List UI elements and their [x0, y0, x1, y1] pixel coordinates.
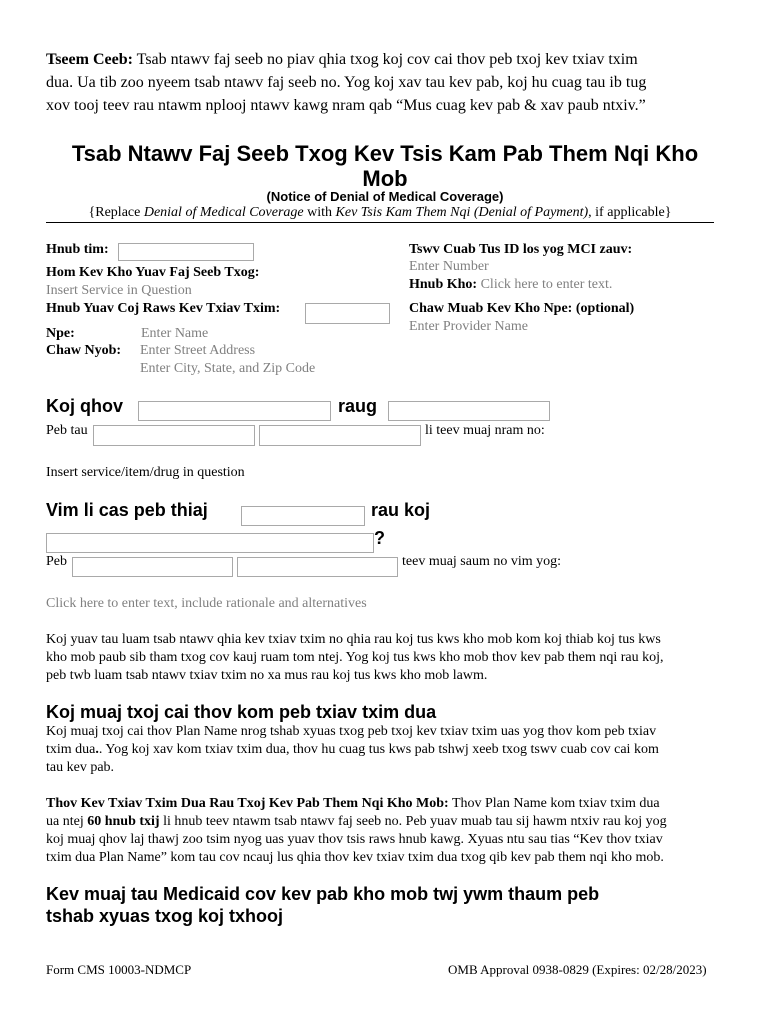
section2-paragraph [46, 631, 746, 685]
replace-a: {Replace [88, 205, 144, 220]
section1-insert: Insert service/item/drug in question [46, 465, 245, 480]
provider-label: Hom Kev Kho Yuav Faj Seeb Txog: [46, 265, 260, 280]
section1-field-3[interactable] [93, 425, 255, 446]
section3-p1-l3: tau kev pab. [46, 760, 115, 775]
section3-p2-l2a: ua ntej [46, 814, 88, 829]
section3-paragraph-2 [46, 795, 746, 867]
section2-para-l1: Koj yuav tau luam tsab ntawv qhia kev txiav txim no qhia rau koj tus kws kho mob kom koj thiab koj tus kws [46, 632, 661, 647]
section3-heading: Koj muaj txoj cai thov kom peb txiav txim dua [46, 702, 437, 722]
section1-line-a: Peb tau [46, 423, 88, 438]
service-date-label: Hnub Kho: [409, 277, 478, 292]
important-label: Tseem Ceeb: [46, 51, 133, 68]
section3-paragraph-1: Koj muaj txoj cai thov Plan Name nrog tshab xyuas txog peb txoj kev txiav txim uas yog thov kom peb txiav txim dua.. Yog koj xav kom txiav txim dua, thov hu cuag tus kws pab tshwj xeeb txog tswv cuab cov cai kom tau kev pab. [46, 723, 746, 777]
section1-heading-b: raug [338, 396, 378, 416]
page-subtitle: (Notice of Denial of Medical Coverage) [266, 189, 504, 204]
replace-instruction [46, 205, 714, 223]
title-line-2: Mob [362, 166, 408, 191]
member-id-placeholder[interactable]: Enter Number [409, 259, 489, 274]
important-line-3: xov tooj teev rau ntawm nplooj ntawv kawg nram qab “Mus cuag kev pab & xav paub ntxiv.” [46, 97, 646, 114]
section2-field-4[interactable] [237, 557, 398, 577]
important-line-1: Tsab ntawv faj seeb no piav qhia txog koj cov cai thov peb txoj kev txiav txim [132, 51, 638, 68]
address-placeholder[interactable]: Enter Street Address [140, 343, 256, 358]
section4-heading [46, 883, 599, 927]
section1-line-b: li teev muaj nram no: [425, 423, 545, 438]
section2-line-b: teev muaj saum no vim yog: [402, 554, 562, 569]
member-id-label: Tswv Cuab Tus ID los yog MCI zauv: [409, 242, 633, 257]
important-note [46, 48, 736, 117]
replace-e: , if applicable} [588, 205, 672, 220]
date-label: Hnub tim: [46, 242, 109, 257]
replace-b: Denial of Medical Coverage [143, 205, 304, 220]
section2-heading-a: Vim li cas peb thiaj [46, 500, 208, 520]
section2-para-l2: kho mob paub sib tham txog cov kauj ruam tom ntej. Yog koj tus kws kho mob thov kev pab them nqi rau koj, [46, 650, 664, 665]
section3-p2-l4: txim dua Plan Name” kom tau cov ncauj lus qhia thov kev txiav txim dua txog qib kev pab them nqi kho mob. [46, 850, 664, 865]
section1-field-1[interactable] [138, 401, 331, 421]
section3-p2-l2b: 60 hnub txij [87, 814, 160, 829]
date-field[interactable] [118, 243, 254, 261]
section3-p2-l3: koj muaj qhov laj thawj zoo tsim nyog uas yuav thov tsis raws hnub kawg. Xyuas ntu sau tias “Kev thov txiav [46, 832, 663, 847]
city-placeholder[interactable]: Enter City, State, and Zip Code [140, 361, 316, 376]
name-label: Npe: [46, 326, 75, 341]
section2-para-l3: peb twb luam tsab ntawv txiav txim no xa mus rau koj tus kws kho mob lawm. [46, 668, 488, 683]
request-date-field[interactable] [305, 303, 390, 324]
page-title [40, 141, 730, 191]
section2-field-3[interactable] [72, 557, 233, 577]
section1-field-2[interactable] [388, 401, 550, 421]
provider-name-label: Chaw Muab Kev Kho Npe: (optional) [409, 301, 635, 316]
section3-p2-bold: Thov Kev Txiav Txim Dua Rau Txoj Kev Pab Them Nqi Kho Mob: [46, 796, 449, 811]
name-placeholder[interactable]: Enter Name [141, 326, 209, 341]
rationale-placeholder[interactable]: Click here to enter text, include rationale and alternatives [46, 596, 367, 611]
service-date-row [409, 277, 612, 293]
section1-heading-a: Koj qhov [46, 396, 123, 416]
section4-heading-l2: tshab xyuas txog koj txhooj [46, 906, 284, 926]
footer-form-id: Form CMS 10003-NDMCP [46, 962, 192, 977]
replace-c: with [303, 205, 336, 220]
service-date-placeholder[interactable]: Click here to enter text. [480, 277, 613, 292]
section2-heading-b: rau koj [371, 500, 431, 520]
section2-qmark: ? [374, 528, 385, 548]
title-line-1: Tsab Ntawv Faj Seeb Txog Kev Tsis Kam Pab Them Nqi Kho [71, 141, 699, 166]
section1-field-4[interactable] [259, 425, 421, 446]
section3-p1-l1: Koj muaj txoj cai thov Plan Name nrog tshab xyuas txog peb txoj kev txiav txim uas yog thov kom peb txiav [46, 724, 657, 739]
section2-field-2[interactable] [46, 533, 374, 553]
section2-field-1[interactable] [241, 506, 365, 526]
service-placeholder[interactable]: Insert Service in Question [46, 283, 192, 298]
provider-name-placeholder[interactable]: Enter Provider Name [409, 319, 528, 334]
section3-p1-l2b: . Yog koj xav kom txiav txim dua, thov hu cuag tus kws pab tshwj xeeb txog tswv cuab cov cai kom [98, 742, 659, 757]
section2-line-a: Peb [46, 554, 67, 569]
request-date-label: Hnub Yuav Coj Raws Kev Txiav Txim: [46, 301, 281, 316]
section3-p2-l2c: li hnub teev ntawm tsab ntawv faj seeb no. Peb yuav muab tau sij hawm ntxiv rau koj yog [159, 814, 667, 829]
section3-p1-l2a: txim dua [46, 742, 96, 757]
important-line-2: dua. Ua tib zoo nyeem tsab ntawv faj seeb no. Yog koj xav tau kev pab, koj hu cuag tau ib tug [46, 74, 647, 91]
footer-omb: OMB Approval 0938-0829 (Expires: 02/28/2023) [448, 962, 707, 977]
replace-d: Kev Tsis Kam Them Nqi (Denial of Payment) [335, 205, 589, 220]
section3-p2-l1: Thov Plan Name kom txiav txim dua [448, 796, 660, 811]
section4-heading-l1: Kev muaj tau Medicaid cov kev pab kho mob twj ywm thaum peb [46, 884, 600, 904]
address-label: Chaw Nyob: [46, 343, 122, 358]
